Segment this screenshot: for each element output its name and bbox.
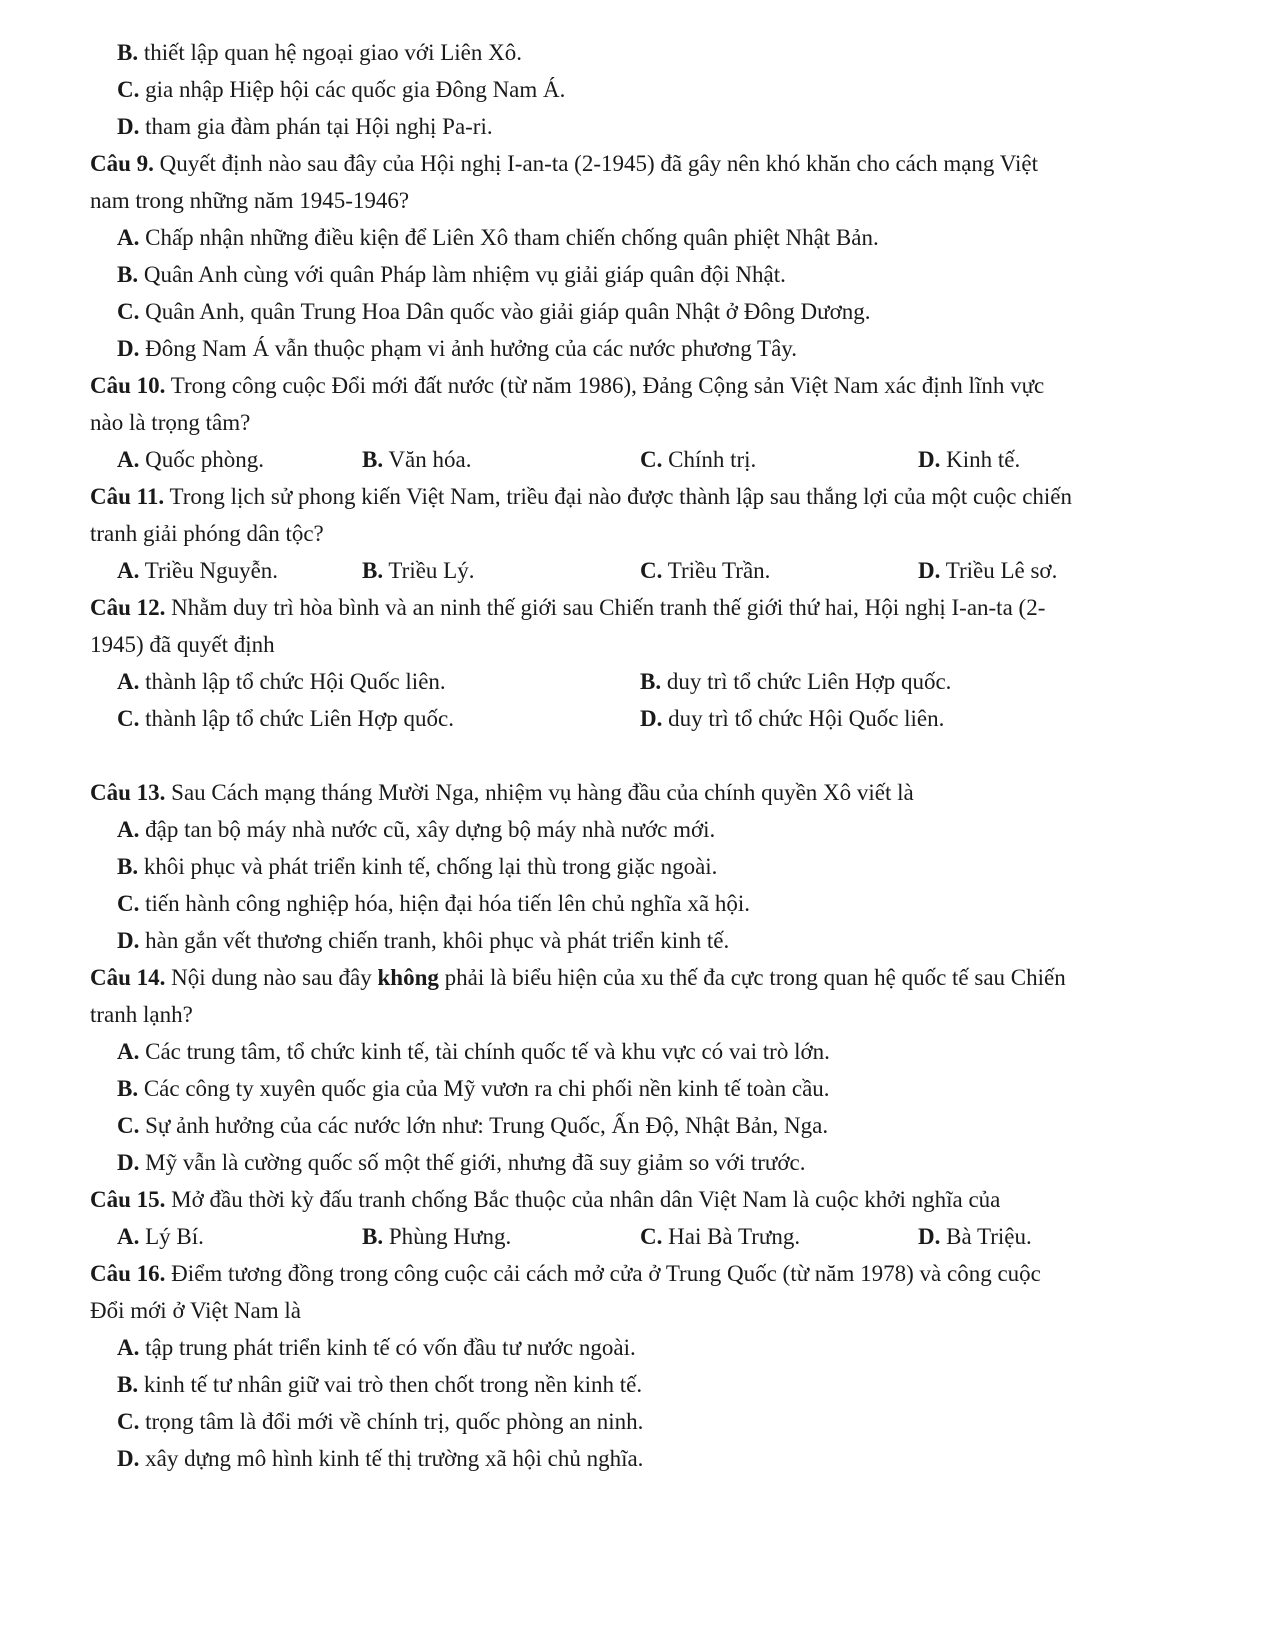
option-label: C. <box>117 706 140 731</box>
emphasis-not: không <box>377 965 439 990</box>
option-label: C. <box>117 1113 140 1138</box>
q16-option-a <box>0 1329 1275 1367</box>
question-text: Nhằm duy trì hòa bình và an ninh thế giới sau Chiến tranh thế giới thứ hai, Hội nghị I-an-ta (2- <box>165 595 1046 620</box>
q11-stem <box>0 478 1275 516</box>
option-label: C. <box>117 1409 140 1434</box>
option-text: Văn hóa. <box>383 447 472 472</box>
question-text: Sau Cách mạng tháng Mười Nga, nhiệm vụ hàng đầu của chính quyền Xô viết là <box>165 780 914 805</box>
q11-option-a <box>117 552 278 590</box>
q13-option-c <box>0 885 1275 923</box>
option-label: A. <box>117 1039 140 1064</box>
q14-option-b <box>0 1070 1275 1108</box>
option-text: Các trung tâm, tổ chức kinh tế, tài chính quốc tế và khu vực có vai trò lớn. <box>139 1039 830 1064</box>
q15-option-b <box>362 1218 511 1256</box>
question-number: Câu 9. <box>90 151 154 176</box>
option-label: D. <box>117 928 140 953</box>
question-text: phải là biểu hiện của xu thế đa cực trong quan hệ quốc tế sau Chiến <box>438 965 1066 990</box>
option-label: D. <box>918 558 941 583</box>
q12-stem-cont <box>0 626 1275 664</box>
q14-option-a <box>0 1033 1275 1071</box>
q16-option-c <box>0 1403 1275 1441</box>
q9-option-a <box>0 219 1275 257</box>
q9-option-d <box>0 330 1275 368</box>
q16-stem <box>0 1255 1275 1293</box>
option-label: B. <box>117 262 139 287</box>
q9-stem <box>0 145 1275 183</box>
option-text: thiết lập quan hệ ngoại giao với Liên Xô. <box>138 40 522 65</box>
q10-options <box>0 441 1275 479</box>
q10-stem <box>0 367 1275 405</box>
option-label: B. <box>117 40 139 65</box>
q12-options-row1 <box>0 663 1275 701</box>
question-text: Quyết định nào sau đây của Hội nghị I-an-ta (2-1945) đã gây nên khó khăn cho cách mạng Việt <box>153 151 1038 176</box>
q11-options <box>0 552 1275 590</box>
option-text: đập tan bộ máy nhà nước cũ, xây dựng bộ máy nhà nước mới. <box>139 817 716 842</box>
q13-option-a <box>0 811 1275 849</box>
question-text: Mở đầu thời kỳ đấu tranh chống Bắc thuộc của nhân dân Việt Nam là cuộc khởi nghĩa của <box>165 1187 1001 1212</box>
q10-stem-cont <box>0 404 1275 442</box>
option-text: Các công ty xuyên quốc gia của Mỹ vươn ra chi phối nền kinh tế toàn cầu. <box>138 1076 830 1101</box>
question-text: tranh giải phóng dân tộc? <box>90 521 324 546</box>
question-text: Nội dung nào sau đây <box>165 965 378 990</box>
q12-options-row2 <box>0 700 1275 738</box>
question-text: Trong công cuộc Đổi mới đất nước (từ năm 1986), Đảng Cộng sản Việt Nam xác định lĩnh vực <box>165 373 1045 398</box>
option-label: B. <box>362 1224 384 1249</box>
q13-option-b <box>0 848 1275 886</box>
question-text: Trong lịch sử phong kiến Việt Nam, triều đại nào được thành lập sau thắng lợi của một cuộc chiến <box>164 484 1073 509</box>
option-text: Đông Nam Á vẫn thuộc phạm vi ảnh hưởng của các nước phương Tây. <box>139 336 798 361</box>
option-label: A. <box>117 1335 140 1360</box>
q14-stem <box>0 959 1275 997</box>
question-text: nam trong những năm 1945-1946? <box>90 188 410 213</box>
option-text: Triều Nguyễn. <box>139 558 279 583</box>
option-text: Triều Lý. <box>383 558 475 583</box>
q14-stem-cont <box>0 996 1275 1034</box>
q11-stem-cont <box>0 515 1275 553</box>
option-text: trọng tâm là đổi mới về chính trị, quốc phòng an ninh. <box>139 1409 644 1434</box>
q15-option-a <box>117 1218 204 1256</box>
option-label: C. <box>117 891 140 916</box>
q11-option-c <box>640 552 770 590</box>
q10-option-d <box>918 441 1020 479</box>
q9-stem-cont <box>0 182 1275 220</box>
option-label: D. <box>117 1150 140 1175</box>
q15-options <box>0 1218 1275 1256</box>
option-label: D. <box>640 706 663 731</box>
option-label: D. <box>117 1446 140 1471</box>
option-label: B. <box>640 669 662 694</box>
option-text: tập trung phát triển kinh tế có vốn đầu tư nước ngoài. <box>139 1335 636 1360</box>
option-text: duy trì tổ chức Hội Quốc liên. <box>662 706 945 731</box>
option-label: A. <box>117 669 140 694</box>
option-label: B. <box>362 558 384 583</box>
q10-option-c <box>640 441 756 479</box>
q16-option-d <box>0 1440 1275 1478</box>
option-label: A. <box>117 817 140 842</box>
option-text: Lý Bí. <box>139 1224 204 1249</box>
q11-option-d <box>918 552 1057 590</box>
q12-option-a <box>117 663 446 701</box>
question-number: Câu 10. <box>90 373 166 398</box>
question-number: Câu 15. <box>90 1187 166 1212</box>
question-number: Câu 11. <box>90 484 165 509</box>
option-text: thành lập tổ chức Liên Hợp quốc. <box>139 706 454 731</box>
option-text: Triều Trần. <box>662 558 771 583</box>
option-label: C. <box>117 299 140 324</box>
option-label: A. <box>117 558 140 583</box>
q15-option-d <box>918 1218 1032 1256</box>
q12-option-c <box>117 700 454 738</box>
question-number: Câu 16. <box>90 1261 166 1286</box>
q13-option-d <box>0 922 1275 960</box>
question-number: Câu 14. <box>90 965 166 990</box>
option-text: Triều Lê sơ. <box>940 558 1058 583</box>
option-text: Phùng Hưng. <box>383 1224 512 1249</box>
option-label: B. <box>117 854 139 879</box>
question-number: Câu 12. <box>90 595 166 620</box>
option-label: C. <box>117 77 140 102</box>
q9-option-b <box>0 256 1275 294</box>
option-text: kinh tế tư nhân giữ vai trò then chốt trong nền kinh tế. <box>138 1372 643 1397</box>
option-text: hàn gắn vết thương chiến tranh, khôi phục và phát triển kinh tế. <box>139 928 730 953</box>
option-label: B. <box>117 1076 139 1101</box>
option-text: Quốc phòng. <box>139 447 264 472</box>
option-text: Chính trị. <box>662 447 757 472</box>
option-label: D. <box>918 1224 941 1249</box>
option-label: C. <box>640 1224 663 1249</box>
q9-option-c <box>0 293 1275 331</box>
q11-option-b <box>362 552 474 590</box>
q12-option-d <box>640 700 944 738</box>
q8-option-b <box>0 34 1275 72</box>
q12-option-b <box>640 663 951 701</box>
option-text: Quân Anh cùng với quân Pháp làm nhiệm vụ giải giáp quân đội Nhật. <box>138 262 786 287</box>
option-text: Sự ảnh hưởng của các nước lớn như: Trung Quốc, Ấn Độ, Nhật Bản, Nga. <box>139 1113 829 1138</box>
option-text: duy trì tổ chức Liên Hợp quốc. <box>661 669 952 694</box>
option-label: C. <box>640 447 663 472</box>
option-text: gia nhập Hiệp hội các quốc gia Đông Nam Á. <box>139 77 566 102</box>
q8-option-c <box>0 71 1275 109</box>
option-text: Chấp nhận những điều kiện để Liên Xô tham chiến chống quân phiệt Nhật Bản. <box>139 225 879 250</box>
option-label: D. <box>918 447 941 472</box>
question-number: Câu 13. <box>90 780 166 805</box>
q10-option-a <box>117 441 264 479</box>
q15-stem <box>0 1181 1275 1219</box>
question-text: Điểm tương đồng trong công cuộc cải cách mở cửa ở Trung Quốc (từ năm 1978) và công cuộc <box>165 1261 1041 1286</box>
option-label: B. <box>117 1372 139 1397</box>
q10-option-b <box>362 441 471 479</box>
question-text: nào là trọng tâm? <box>90 410 251 435</box>
question-text: 1945) đã quyết định <box>90 632 275 657</box>
option-label: C. <box>640 558 663 583</box>
q12-stem <box>0 589 1275 627</box>
option-text: xây dựng mô hình kinh tế thị trường xã hội chủ nghĩa. <box>139 1446 644 1471</box>
option-text: Kinh tế. <box>940 447 1021 472</box>
option-text: tham gia đàm phán tại Hội nghị Pa-ri. <box>139 114 493 139</box>
option-text: Hai Bà Trưng. <box>662 1224 801 1249</box>
q14-option-c <box>0 1107 1275 1145</box>
option-label: A. <box>117 225 140 250</box>
option-text: Mỹ vẫn là cường quốc số một thế giới, nhưng đã suy giảm so với trước. <box>139 1150 806 1175</box>
q16-stem-cont <box>0 1292 1275 1330</box>
q16-option-b <box>0 1366 1275 1404</box>
option-text: thành lập tổ chức Hội Quốc liên. <box>139 669 446 694</box>
option-text: Bà Triệu. <box>940 1224 1032 1249</box>
option-text: khôi phục và phát triển kinh tế, chống lại thù trong giặc ngoài. <box>138 854 718 879</box>
question-text: tranh lạnh? <box>90 1002 193 1027</box>
option-label: A. <box>117 1224 140 1249</box>
option-text: tiến hành công nghiệp hóa, hiện đại hóa tiến lên chủ nghĩa xã hội. <box>139 891 750 916</box>
q15-option-c <box>640 1218 800 1256</box>
q14-option-d <box>0 1144 1275 1182</box>
q13-stem <box>0 774 1275 812</box>
option-text: Quân Anh, quân Trung Hoa Dân quốc vào giải giáp quân Nhật ở Đông Dương. <box>139 299 871 324</box>
option-label: B. <box>362 447 384 472</box>
option-label: D. <box>117 114 140 139</box>
question-text: Đổi mới ở Việt Nam là <box>90 1298 301 1323</box>
option-label: D. <box>117 336 140 361</box>
q8-option-d <box>0 108 1275 146</box>
option-label: A. <box>117 447 140 472</box>
